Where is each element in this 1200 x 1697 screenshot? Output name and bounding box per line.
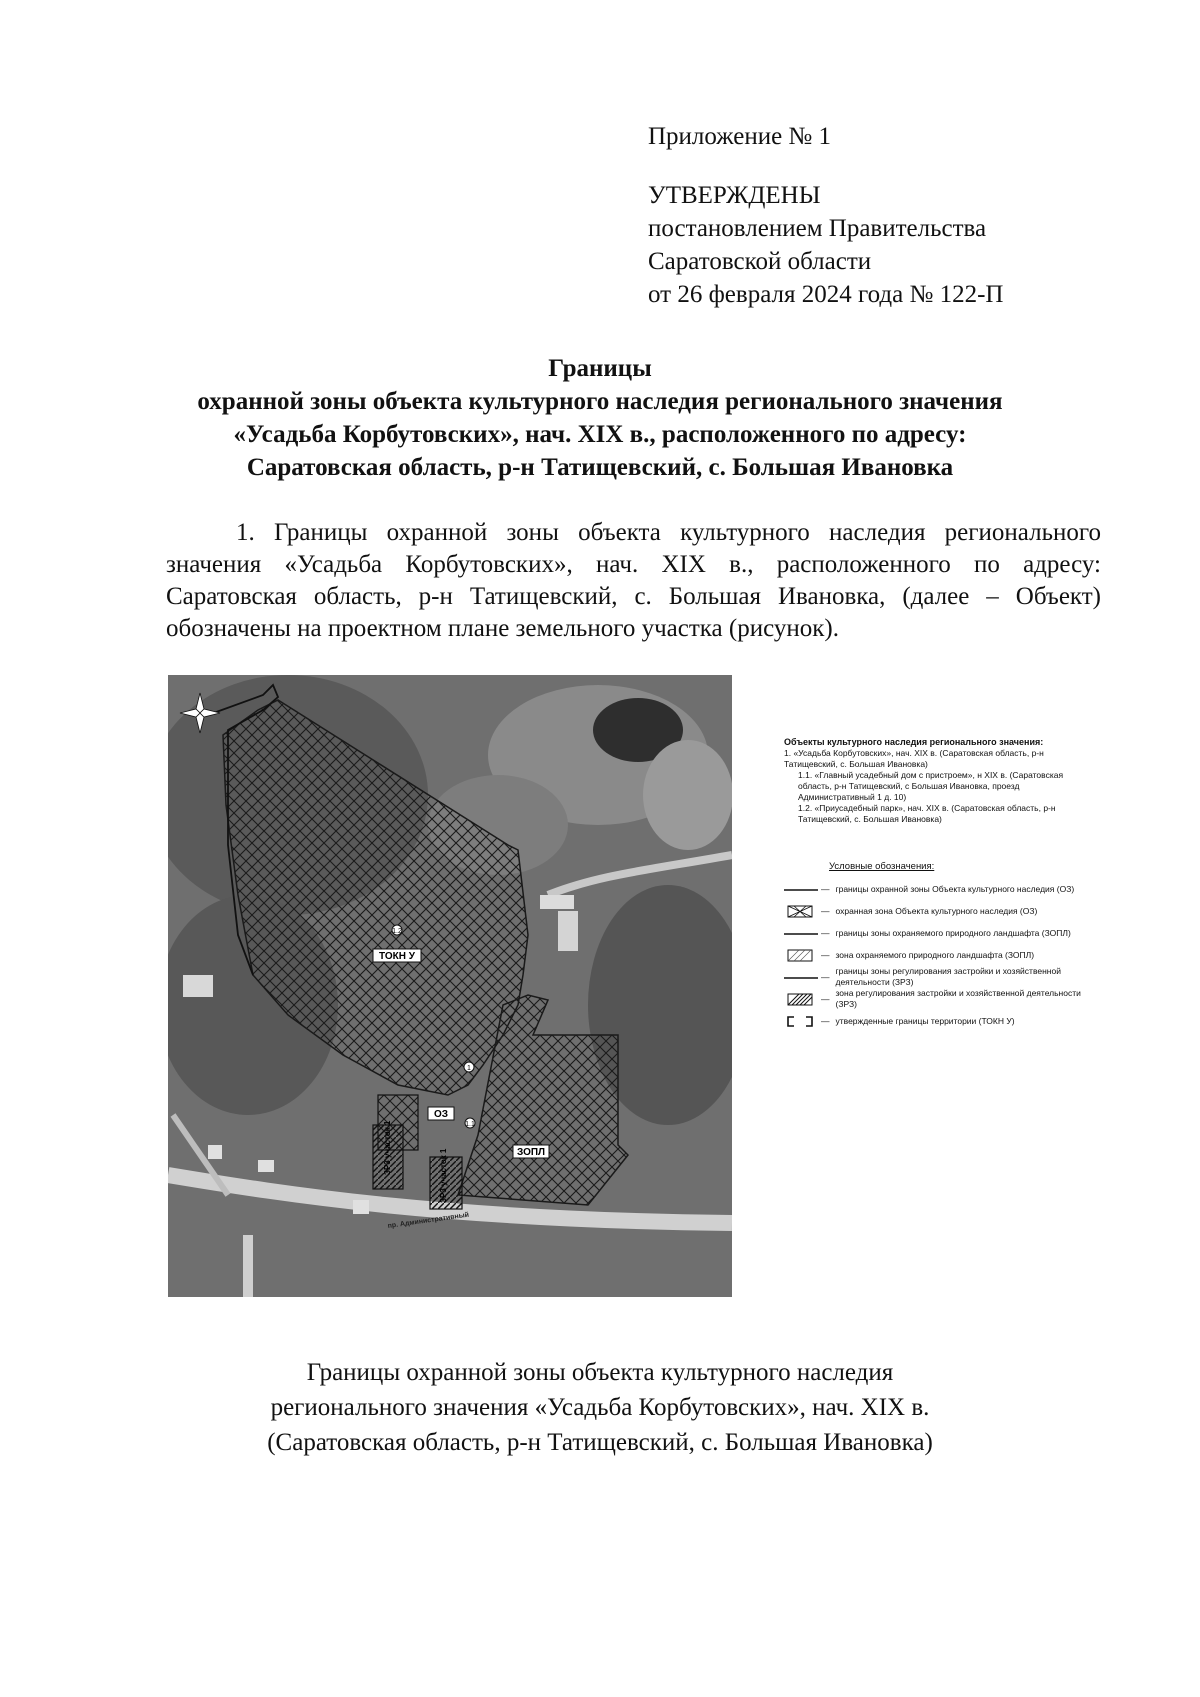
approval-line: Саратовской области [648, 248, 872, 275]
document-title [100, 352, 1100, 484]
crosshatch-zone-icon [784, 905, 818, 918]
bracket-boundary-icon [784, 1015, 818, 1028]
approval-date: от 26 февраля 2024 года № 122-П [648, 281, 1004, 308]
legend-row: — границы зоны регулирования застройки и хозяйственной деятельности (ЗРЗ) [784, 966, 1084, 988]
legend-item: границы зоны охраняемого природного ландшафта (ЗОПЛ) [835, 927, 1071, 938]
legend-object: 1.1. «Главный усадебный дом с пристроем», н XIX в. (Саратовская область, р-н Татищевский, с Большая Ивановка, проезд Административный 1 д. 10) [798, 770, 1064, 802]
map-label-zr-2: ЗР3 участок 1 [439, 1148, 448, 1203]
map-label-tokn: ТОКН У [379, 951, 415, 962]
approval-line: постановлением Правительства [648, 215, 987, 242]
legend-heading: Объекты культурного наследия регионального значения: [784, 737, 1044, 747]
legend-row: — зона регулирования застройки и хозяйственной деятельности (ЗРЗ) [784, 988, 1084, 1010]
map-marker-1-1: 1.1 [465, 1121, 475, 1128]
approved-word: УТВЕРЖДЕНЫ [648, 182, 821, 209]
legend-object: 1. «Усадьба Корбутовских», нач. XIX в. (Саратовская область, р-н Татищевский, с. Большая Ивановка) [784, 748, 1044, 769]
legend-item: границы зоны регулирования застройки и хозяйственной деятельности (ЗРЗ) [835, 966, 1061, 987]
legend-item: утвержденные границы территории (ТОКН У) [835, 1015, 1015, 1026]
legend-conventional-heading: Условные обозначения: [829, 861, 935, 872]
legend-row: — охранная зона Объекта культурного наследия (ОЗ) [784, 900, 1084, 922]
boundary-line-icon [784, 927, 818, 940]
boundary-line-icon [784, 883, 818, 896]
approval-block [648, 120, 1003, 311]
boundary-line-icon [784, 971, 818, 984]
legend-item: зона регулирования застройки и хозяйственной деятельности (ЗРЗ) [835, 988, 1081, 1009]
caption-line: регионального значения «Усадьба Корбутовских», нач. XIX в. [270, 1394, 930, 1421]
legend-item: охранная зона Объекта культурного наследия (ОЗ) [835, 905, 1038, 916]
legend-row: — зона охраняемого природного ландшафта (ЗОПЛ) [784, 944, 1084, 966]
title-line: Границы [548, 355, 652, 382]
map-marker-1: 1 [467, 1065, 471, 1072]
legend-row: — утвержденные границы территории (ТОКН У) [784, 1010, 1084, 1032]
light-hatch-zone-icon [784, 949, 818, 962]
legend-item: границы охранной зоны Объекта культурного наследия (ОЗ) [835, 883, 1075, 894]
legend-object: 1.2. «Приусадебный парк», нач. XIX в. (Саратовская область, р-н Татищевский, с. Большая Ивановка) [798, 803, 1056, 824]
title-line: «Усадьба Корбутовских», нач. XIX в., расположенного по адресу: [233, 421, 967, 448]
legend-row: — границы охранной зоны Объекта культурного наследия (ОЗ) [784, 878, 1084, 900]
map-marker-1-2: 1.2 [392, 928, 402, 935]
caption-line: (Саратовская область, р-н Татищевский, с. Большая Ивановка) [267, 1429, 933, 1456]
title-line: охранной зоны объекта культурного наследия регионального значения [197, 388, 1003, 415]
figure-caption [150, 1355, 1050, 1460]
annex-number: Приложение № 1 [648, 123, 832, 150]
map-label-zopl: ЗОПЛ [516, 1147, 546, 1158]
map-label-zr-1: ЗР3 участок 1 [383, 1120, 392, 1175]
title-line: Саратовская область, р-н Татищевский, с. Большая Ивановка [246, 454, 954, 481]
map-label-street: пр. Административный [387, 1211, 470, 1230]
map-label-oz: ОЗ [433, 1109, 449, 1120]
legend-item: зона охраняемого природного ландшафта (ЗОПЛ) [835, 949, 1035, 960]
map-legend [784, 737, 1084, 1032]
legend-row: — границы зоны охраняемого природного ландшафта (ЗОПЛ) [784, 922, 1084, 944]
site-plan-map [168, 675, 732, 1297]
body-paragraph: 1. Границы охранной зоны объекта культурного наследия регионального значения «Усадьба Корбутовских», нач. XIX в., расположенного по адресу: Саратовская область, р-н Татищевский, с. Большая Ивановка, (далее – Объект) обозначены на проектном плане земельного участка (рисунок). [166, 519, 1101, 642]
dense-hatch-zone-icon [784, 993, 818, 1006]
caption-line: Границы охранной зоны объекта культурного наследия [306, 1359, 894, 1386]
